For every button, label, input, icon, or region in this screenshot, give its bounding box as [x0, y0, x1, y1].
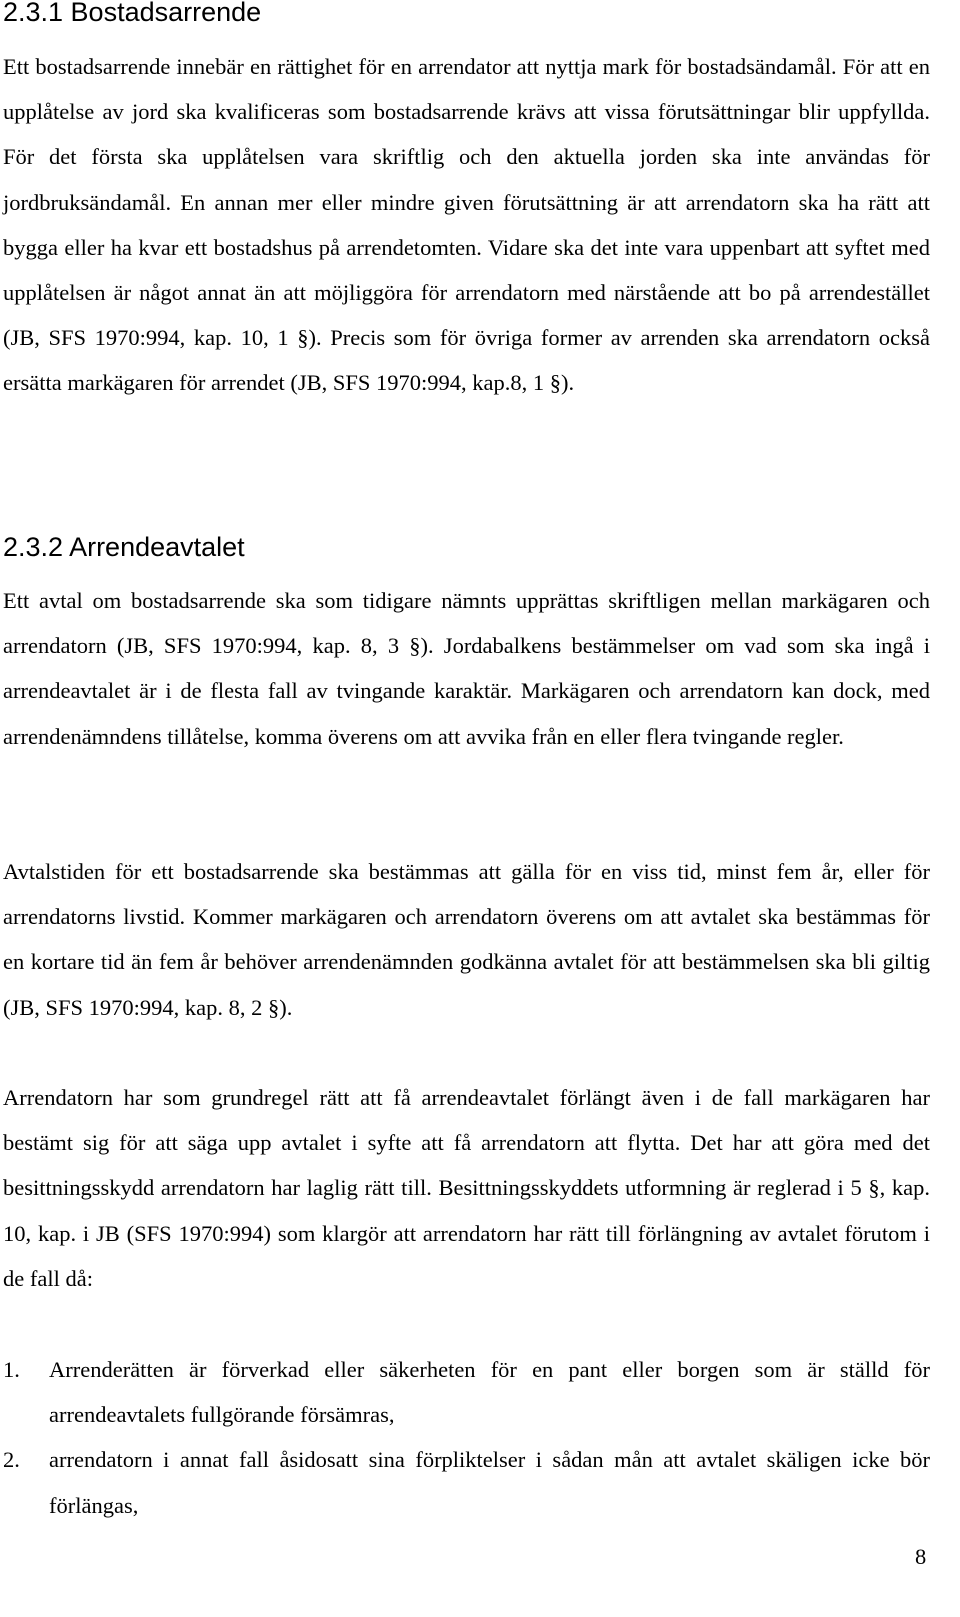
list-item-number: 2. [3, 1447, 20, 1473]
section-heading-bostadsarrende: 2.3.1 Bostadsarrende [3, 0, 262, 27]
paragraph-bostadsarrende: Ett bostadsarrende innebär en rättighet för en arrendator att nyttja mark för bostadsändamål. För att en upplåtelse av jord ska kvalificeras som bostadsarrende krävs att vissa förutsättningar blir uppfyllda. För det första ska upplåtelsen vara skriftlig och den aktuella jorden ska inte användas för jordbruksändamål. En annan mer eller mindre given förutsättning är att arrendatorn ska ha rätt att bygga eller ha kvar ett bostadshus på arrendetomten. Vidare ska det inte vara uppenbart att syftet med upplåtelsen är något annat än att möjliggöra för arrendatorn med närstående att bo på arrendestället (JB, SFS 1970:994, kap. 10, 1 §). Precis som för övriga former av arrenden ska arrendatorn också ersätta markägaren för arrendet (JB, SFS 1970:994, kap.8, 1 §). [3, 54, 930, 396]
paragraph-arrendeavtalet-1: Ett avtal om bostadsarrende ska som tidigare nämnts upprättas skriftligen mellan markägaren och arrendatorn (JB, SFS 1970:994, kap. 8, 3 §). Jordabalkens bestämmelser om vad som ska ingå i arrendeavtalet är i de flesta fall av tvingande karaktär. Markägaren och arrendatorn kan dock, med arrendenämndens tillåtelse, komma överens om att avvika från en eller flera tvingande regler. [3, 588, 930, 749]
numbered-list [3, 1347, 930, 1528]
paragraph-besittningsskydd: Arrendatorn har som grundregel rätt att få arrendeavtalet förlängt även i de fall markägaren har bestämt sig för att säga upp avtalet i syfte att få arrendatorn att flytta. Det har att göra med det besittningsskydd arrendatorn har laglig rätt till. Besittningsskyddets utformning är reglerad i 5 §, kap. 10, kap. i JB (SFS 1970:994) som klargör att arrendatorn har rätt till förlängning av avtalet förutom i de fall då: [3, 1085, 930, 1291]
paragraph-avtalstiden: Avtalstiden för ett bostadsarrende ska bestämmas att gälla för en viss tid, minst fem år, eller för arrendatorns livstid. Kommer markägaren och arrendatorn överens om att avtalet ska bestämmas för en kortare tid än fem år behöver arrendenämnden godkänna avtalet för att bestämmelsen ska bli giltig (JB, SFS 1970:994, kap. 8, 2 §). [3, 859, 930, 1020]
list-item [3, 1347, 930, 1437]
list-item-number: 1. [3, 1357, 20, 1382]
list-item-text: Arrenderätten är förverkad eller säkerheten för en pant eller borgen som är ställd för arrendeavtalets fullgörande försämras, [49, 1357, 930, 1428]
list-item [3, 1437, 930, 1527]
page-number: 8 [915, 1544, 927, 1569]
list-item-text: arrendatorn i annat fall åsidosatt sina förpliktelser i sådan mån att avtalet skäligen icke bör förlängas, [49, 1447, 930, 1518]
section-heading-arrendeavtalet: 2.3.2 Arrendeavtalet [3, 532, 245, 562]
